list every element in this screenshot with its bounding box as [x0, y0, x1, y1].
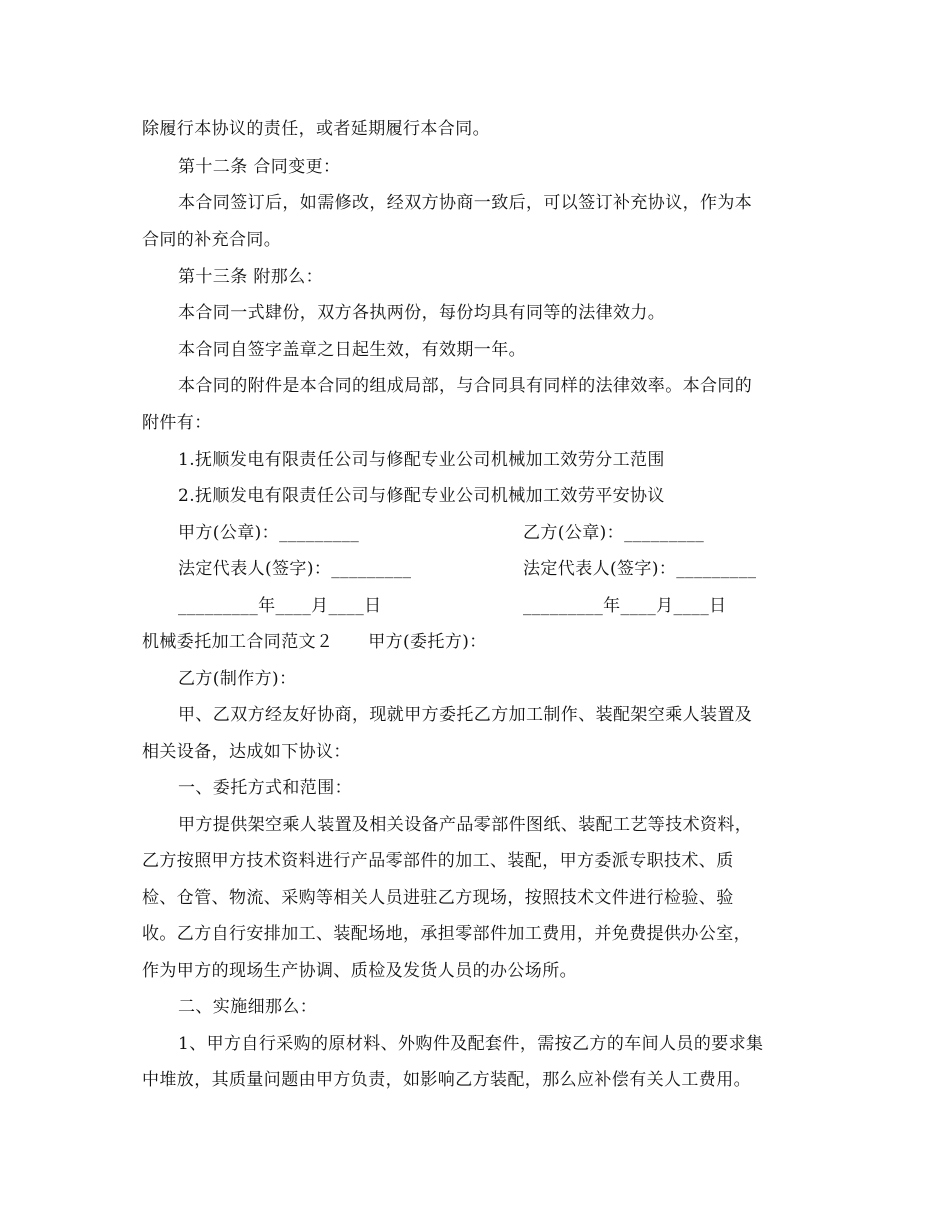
- contract-2-title: 机械委托加工合同范文２ 甲方(委托方)：: [142, 632, 487, 652]
- attachment-item: 1.抚顺发电有限责任公司与修配专业公司机械加工效劳分工范围: [178, 450, 665, 470]
- text-line: 本合同签订后，如需修改，经双方协商一致后，可以签订补充协议，作为本: [178, 193, 753, 213]
- party-a-seal-line: 甲方(公章)：_________: [178, 523, 360, 543]
- text-line: 作为甲方的现场生产协调、质检及发货人员的办公场所。: [142, 961, 577, 981]
- text-line: 中堆放，其质量问题由甲方负责，如影响乙方装配，那么应补偿有关人工费用。: [142, 1070, 751, 1090]
- text-line: 本合同自签字盖章之日起生效，有效期一年。: [178, 340, 526, 360]
- text-line: 除履行本协议的责任，或者延期履行本合同。: [142, 119, 490, 139]
- article-12-heading: 第十二条 合同变更：: [178, 157, 341, 177]
- text-line: 1、甲方自行采购的原材料、外购件及配套件，需按乙方的车间人员的要求集: [178, 1034, 764, 1054]
- text-line: 甲、乙双方经友好协商，现就甲方委托乙方加工制作、装配架空乘人装置及: [178, 705, 753, 725]
- text-line: 合同的补充合同。: [142, 230, 282, 250]
- text-line: 附件有：: [142, 413, 212, 433]
- party-a-representative-line: 法定代表人(签字)：_________: [178, 559, 412, 579]
- article-13-heading: 第十三条 附那么：: [178, 267, 324, 287]
- party-b-seal-line: 乙方(公章)：_________: [523, 523, 705, 543]
- text-line: 检、仓管、物流、采购等相关人员进驻乙方现场，按照技术文件进行检验、验: [142, 888, 734, 908]
- party-b-representative-line: 法定代表人(签字)：_________: [523, 559, 757, 579]
- text-line: 乙方(制作方)：: [178, 669, 297, 689]
- text-line: 乙方按照甲方技术资料进行产品零部件的加工、装配，甲方委派专职技术、质: [142, 851, 734, 871]
- text-line: 收。乙方自行安排加工、装配场地，承担零部件加工费用，并免费提供办公室，: [142, 924, 751, 944]
- text-line: 相关设备，达成如下协议：: [142, 742, 351, 762]
- text-line: 本合同的附件是本合同的组成局部，与合同具有同样的法律效率。本合同的: [178, 376, 753, 396]
- section-1-heading: 一、委托方式和范围：: [178, 778, 352, 798]
- party-b-date-line: _________年____月____日: [523, 596, 727, 616]
- party-a-date-line: _________年____月____日: [178, 596, 382, 616]
- text-line: 甲方提供架空乘人装置及相关设备产品零部件图纸、装配工艺等技术资料，: [178, 815, 753, 835]
- section-2-heading: 二、实施细那么：: [178, 997, 318, 1017]
- text-line: 本合同一式肆份，双方各执两份，每份均具有同等的法律效力。: [178, 303, 666, 323]
- attachment-item: 2.抚顺发电有限责任公司与修配专业公司机械加工效劳平安协议: [178, 486, 665, 506]
